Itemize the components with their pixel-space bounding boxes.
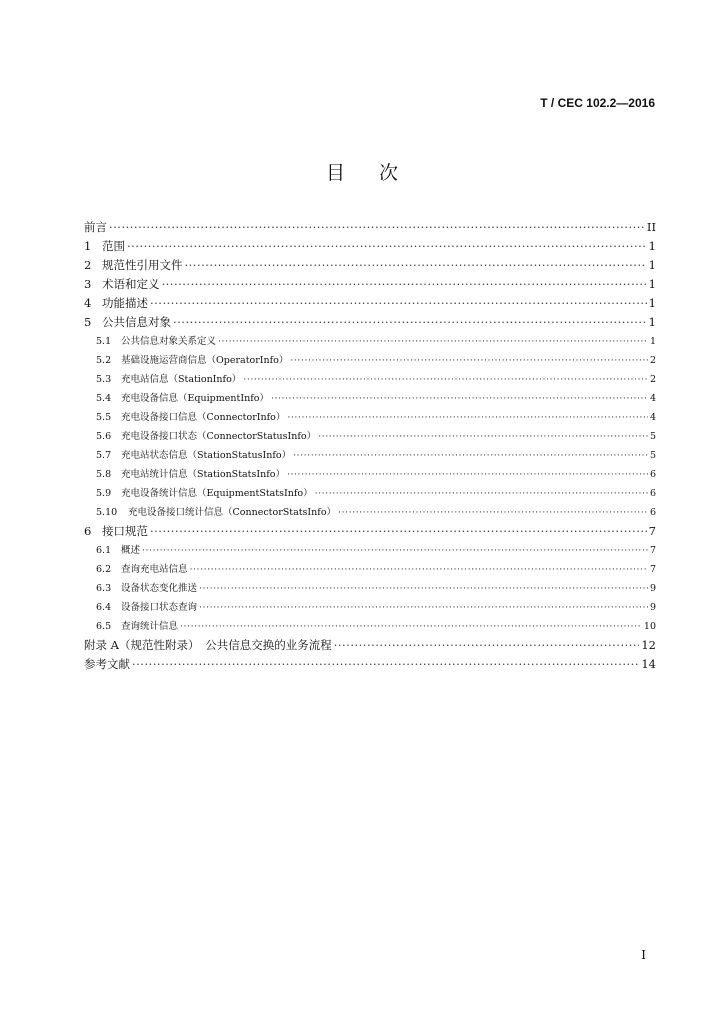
toc-entry-number: 5.8 [96, 469, 112, 480]
toc-entry-page: 9 [649, 602, 656, 613]
toc-leader-dots [180, 617, 642, 636]
toc-entry[interactable] [84, 408, 656, 427]
toc-entry-label: 范围 [102, 239, 125, 253]
standard-code: T / CEC 102.2—2016 [540, 96, 655, 110]
toc-entry-label: 充电设备接口信息（ConnectorInfo） [121, 412, 286, 423]
toc-entry-page: 1 [649, 336, 656, 347]
toc-entry-page: 5 [649, 431, 656, 442]
toc-leader-dots [243, 370, 648, 389]
toc-leader-dots [185, 256, 647, 275]
toc-entry-page: 1 [648, 296, 656, 310]
toc-entry-label: 参考文献 [84, 657, 130, 671]
toc-leader-dots [271, 389, 648, 408]
toc-entry[interactable] [84, 617, 656, 636]
toc-entry-number: 5.6 [96, 431, 112, 442]
toc-leader-dots [290, 351, 648, 370]
toc-leader-dots [287, 408, 648, 427]
toc-leader-dots [162, 275, 647, 294]
toc-leader-dots [293, 446, 648, 465]
toc-entry[interactable] [84, 218, 656, 237]
toc-entry-label: 充电设备统计信息（EquipmentStatsInfo） [121, 488, 313, 499]
toc-entry-label: 公共信息对象关系定义 [121, 336, 217, 347]
table-of-contents [84, 218, 656, 674]
toc-entry-label: 概述 [121, 545, 141, 556]
toc-leader-dots [338, 503, 648, 522]
toc-entry-page: 1 [648, 277, 656, 291]
toc-entry-label: 功能描述 [102, 296, 148, 310]
toc-entry-number: 6.4 [96, 602, 112, 613]
toc-entry-label: 充电站信息（StationInfo） [121, 374, 242, 385]
toc-entry[interactable] [84, 446, 656, 465]
toc-entry-page: 4 [649, 393, 656, 404]
toc-entry-number: 6.1 [96, 545, 112, 556]
toc-entry-page: 10 [643, 621, 656, 632]
toc-leader-dots [218, 332, 648, 351]
toc-entry-page: 14 [641, 657, 656, 671]
toc-entry-page: 1 [648, 239, 656, 253]
toc-entry[interactable] [84, 484, 656, 503]
toc-entry[interactable] [84, 351, 656, 370]
toc-entry-label: 设备接口状态查询 [121, 602, 198, 613]
toc-entry-number: 5.9 [96, 488, 112, 499]
toc-entry-page: 6 [649, 507, 656, 518]
toc-entry[interactable] [84, 256, 656, 275]
toc-title-part2: 次 [379, 162, 399, 184]
toc-leader-dots [132, 655, 639, 674]
toc-entry-number: 5.2 [96, 355, 112, 366]
toc-entry-label: 设备状态变化推送 [121, 583, 198, 594]
toc-entry-label: 充电站统计信息（StationStatsInfo） [121, 469, 285, 480]
toc-entry-page: 12 [641, 638, 656, 652]
toc-leader-dots [150, 294, 647, 313]
toc-entry-number: 5.5 [96, 412, 112, 423]
toc-entry-number: 5.10 [96, 507, 118, 518]
toc-entry-page: II [646, 220, 656, 234]
toc-entry-number: 5.4 [96, 393, 112, 404]
toc-leader-dots [109, 218, 645, 237]
toc-entry[interactable] [84, 332, 656, 351]
toc-entry-number: 5.7 [96, 450, 112, 461]
toc-entry-page: 7 [649, 564, 656, 575]
toc-entry-label: 充电设备接口统计信息（ConnectorStatsInfo） [128, 507, 337, 518]
page-number: I [641, 948, 646, 962]
toc-entry-number: 5.3 [96, 374, 112, 385]
toc-entry-label: 规范性引用文件 [102, 258, 183, 272]
toc-entry-page: 6 [649, 469, 656, 480]
toc-entry[interactable] [84, 560, 656, 579]
toc-leader-dots [142, 541, 648, 560]
toc-entry-page: 5 [649, 450, 656, 461]
toc-entry[interactable] [84, 579, 656, 598]
toc-leader-dots [334, 636, 640, 655]
toc-entry-label: 基础设施运营商信息（OperatorInfo） [121, 355, 289, 366]
toc-entry-label: 附录 A（规范性附录） 公共信息交换的业务流程 [84, 638, 332, 652]
toc-entry[interactable] [84, 636, 656, 655]
toc-entry[interactable] [84, 522, 656, 541]
toc-entry-label: 查询统计信息 [121, 621, 179, 632]
toc-leader-dots [199, 598, 648, 617]
toc-entry[interactable] [84, 237, 656, 256]
toc-entry[interactable] [84, 370, 656, 389]
toc-entry-page: 1 [648, 258, 656, 272]
toc-entry-label: 查询充电站信息 [121, 564, 188, 575]
toc-entry-page: 1 [648, 315, 656, 329]
toc-entry[interactable] [84, 465, 656, 484]
toc-entry-page: 9 [649, 583, 656, 594]
toc-entry-page: 2 [649, 355, 656, 366]
toc-entry-label: 充电站状态信息（StationStatusInfo） [121, 450, 292, 461]
toc-leader-dots [318, 427, 648, 446]
toc-entry-number: 5 [84, 315, 92, 329]
toc-leader-dots [150, 522, 647, 541]
toc-entry[interactable] [84, 427, 656, 446]
toc-entry-number: 6.3 [96, 583, 112, 594]
toc-entry-label: 公共信息对象 [102, 315, 171, 329]
toc-entry[interactable] [84, 389, 656, 408]
toc-entry-page: 7 [648, 524, 656, 538]
toc-entry-label: 充电设备信息（EquipmentInfo） [121, 393, 269, 404]
toc-leader-dots [173, 313, 647, 332]
toc-entry-number: 5.1 [96, 336, 112, 347]
toc-leader-dots [127, 237, 647, 256]
toc-entry-label: 前言 [84, 220, 107, 234]
toc-entry-label: 术语和定义 [102, 277, 160, 291]
toc-leader-dots [287, 465, 648, 484]
toc-entry-number: 3 [84, 277, 92, 291]
toc-entry-number: 2 [84, 258, 92, 272]
toc-leader-dots [190, 560, 648, 579]
toc-title-part1: 目 [325, 162, 345, 184]
toc-entry-number: 6.5 [96, 621, 112, 632]
toc-entry-page: 7 [649, 545, 656, 556]
toc-entry[interactable] [84, 598, 656, 617]
toc-entry[interactable] [84, 313, 656, 332]
toc-entry[interactable] [84, 655, 656, 674]
toc-entry[interactable] [84, 275, 656, 294]
toc-entry[interactable] [84, 503, 656, 522]
toc-entry-number: 6.2 [96, 564, 112, 575]
toc-entry-page: 2 [649, 374, 656, 385]
toc-title [0, 158, 724, 185]
toc-leader-dots [315, 484, 648, 503]
toc-leader-dots [199, 579, 648, 598]
toc-entry-page: 4 [649, 412, 656, 423]
toc-entry-number: 4 [84, 296, 92, 310]
toc-entry-label: 充电设备接口状态（ConnectorStatusInfo） [121, 431, 317, 442]
toc-entry-number: 1 [84, 239, 92, 253]
toc-entry[interactable] [84, 541, 656, 560]
toc-entry-label: 接口规范 [102, 524, 148, 538]
toc-entry-page: 6 [649, 488, 656, 499]
toc-entry-number: 6 [84, 524, 92, 538]
toc-entry[interactable] [84, 294, 656, 313]
